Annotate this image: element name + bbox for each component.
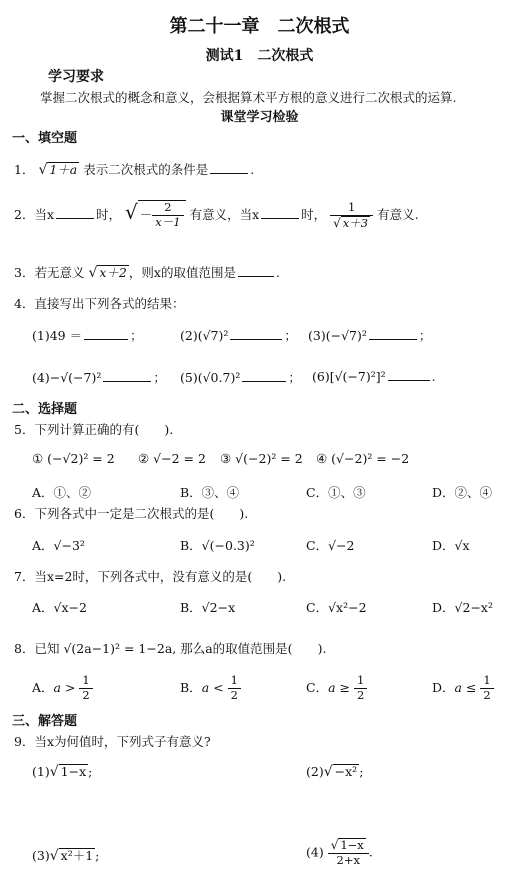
section-fill-heading: 一、填空题 <box>12 131 78 146</box>
q6-text: 下列各式中一定是二次根式的是( ). <box>34 506 249 521</box>
q9-text: 当x为何值时，下列式子有意义? <box>34 734 211 749</box>
q5-statement-1: ① (−√2)² = 2 <box>32 451 115 466</box>
q1-radicand: 1＋a <box>49 162 78 177</box>
q9-part-2: (2)√ −x² ; <box>306 764 364 780</box>
q5-number: 5． <box>14 422 35 437</box>
chapter-title: 第二十一章 二次根式 <box>169 16 350 37</box>
q2-text-1: 当x <box>34 207 55 222</box>
q2-number: 2． <box>14 207 35 222</box>
q5-option-c[interactable]: C．①、③ <box>306 485 366 500</box>
q2-fraction-1-sign: － <box>139 207 153 222</box>
question-9 <box>14 732 211 750</box>
q4-item-6: (6)[√(−7)²]² . <box>312 369 436 384</box>
q1-number: 1． <box>14 162 35 177</box>
section-choice-heading: 二、选择题 <box>12 402 78 417</box>
answer-blank[interactable] <box>369 327 417 340</box>
q1-end: . <box>250 162 255 177</box>
q8-option-c[interactable]: C．a ≥ $\frac{1}{2}$ <box>306 674 367 703</box>
q8-expression: √(2a−1)² = 1−2a, <box>63 641 177 656</box>
q8-text-1: 已知 <box>34 641 60 656</box>
q4-item-1: (1)49 ＝ ； <box>32 328 143 343</box>
requirements-text: 掌握二次根式的概念和意义，会根据算术平方根的意义进行二次根式的运算. <box>40 90 457 105</box>
q5-option-b[interactable]: B．③、④ <box>180 485 240 500</box>
q8-option-b[interactable]: B．a < $\frac{1}{2}$ <box>180 674 241 703</box>
q3-text-2: ，则x的取值范围是 <box>128 265 236 280</box>
q5-statement-4: ④ (√−2)² = −2 <box>316 451 410 466</box>
q6-option-a[interactable]: A．√−3² <box>32 538 85 553</box>
answer-blank[interactable] <box>230 327 282 340</box>
q2-text-5: 有意义. <box>377 207 419 222</box>
answer-blank[interactable] <box>103 369 151 382</box>
q9-part-1: (1)√ 1−x ; <box>32 764 93 780</box>
q2-text-3: 有意义，当x <box>189 207 260 222</box>
sqrt-symbol: √ <box>38 162 48 178</box>
q4-item-3: (3)(−√7)² ； <box>308 328 432 343</box>
answer-blank[interactable] <box>238 264 274 277</box>
q6-option-d[interactable]: D．√x <box>432 538 470 553</box>
answer-blank[interactable] <box>84 327 128 340</box>
q8-option-d[interactable]: D．a ≤ $\frac{1}{2}$ <box>432 674 494 703</box>
answer-blank[interactable] <box>242 369 286 382</box>
q6-option-c[interactable]: C．√−2 <box>306 538 355 553</box>
q2-fraction-1: $\frac{2}{x-1}$ <box>152 201 183 230</box>
q8-text-2: 那么a的取值范围是( ). <box>180 641 327 656</box>
q9-number: 9． <box>14 734 35 749</box>
q4-item-4: (4)−√(−7)² ； <box>32 370 166 385</box>
q9-part-3: (3)√ x²＋1 ; <box>32 848 100 864</box>
q6-option-b[interactable]: B．√(−0.3)² <box>180 538 255 553</box>
answer-blank[interactable] <box>261 206 299 219</box>
q7-text: 当x=2时，下列各式中，没有意义的是( ). <box>34 569 287 584</box>
q1-text: 表示二次根式的条件是 <box>83 162 209 177</box>
answer-blank[interactable] <box>210 161 248 174</box>
question-2 <box>14 200 419 230</box>
q7-number: 7． <box>14 569 35 584</box>
q7-option-a[interactable]: A．√x−2 <box>32 600 87 615</box>
question-4 <box>14 294 184 312</box>
q5-option-d[interactable]: D．②、④ <box>432 485 493 500</box>
q8-number: 8． <box>14 641 35 656</box>
q4-number: 4． <box>14 296 35 311</box>
test-title: 测试1 二次根式 <box>205 48 314 64</box>
question-6 <box>14 504 248 522</box>
q3-number: 3． <box>14 265 35 280</box>
q6-number: 6． <box>14 506 35 521</box>
q2-fraction-2: $\frac{1}{√ x+3}$ <box>330 201 373 231</box>
sqrt-symbol: √ <box>88 265 98 281</box>
q7-option-b[interactable]: B．√2−x <box>180 600 236 615</box>
q9-part-4: (4) $\frac{√ 1-x}{2+x}$ . <box>306 838 373 867</box>
question-1 <box>14 160 254 178</box>
answer-blank[interactable] <box>388 368 430 381</box>
q5-statement-2: ② √−2 = 2 <box>138 451 206 466</box>
q3-radicand: x＋2 <box>99 265 127 280</box>
q2-text-4: 时， <box>301 207 327 222</box>
requirements-heading: 学习要求 <box>48 69 104 85</box>
q5-statement-3: ③ √(−2)² = 2 <box>220 451 303 466</box>
question-8 <box>14 639 326 657</box>
class-check-heading: 课堂学习检验 <box>220 110 299 125</box>
q7-option-d[interactable]: D．√2−x² <box>432 600 493 615</box>
question-3 <box>14 263 280 281</box>
sqrt-symbol: √ <box>125 200 138 224</box>
q7-option-c[interactable]: C．√x²−2 <box>306 600 367 615</box>
question-5 <box>14 420 173 438</box>
question-7 <box>14 567 286 585</box>
q4-text: 直接写出下列各式的结果： <box>34 296 185 311</box>
section-answer-heading: 三、解答题 <box>12 714 78 729</box>
q4-item-5: (5)(√0.7)² ； <box>180 370 301 385</box>
q8-option-a[interactable]: A．a > $\frac{1}{2}$ <box>32 674 93 703</box>
answer-blank[interactable] <box>56 206 94 219</box>
q5-text: 下列计算正确的有( ). <box>34 422 174 437</box>
q4-item-2: (2)(√7)² ； <box>180 328 297 343</box>
q5-option-a[interactable]: A．①、② <box>32 485 92 500</box>
q3-end: . <box>275 265 280 280</box>
q2-text-2: 时， <box>96 207 122 222</box>
sqrt-symbol: √ <box>333 215 341 230</box>
q3-text-1: 若无意义 <box>34 265 85 280</box>
